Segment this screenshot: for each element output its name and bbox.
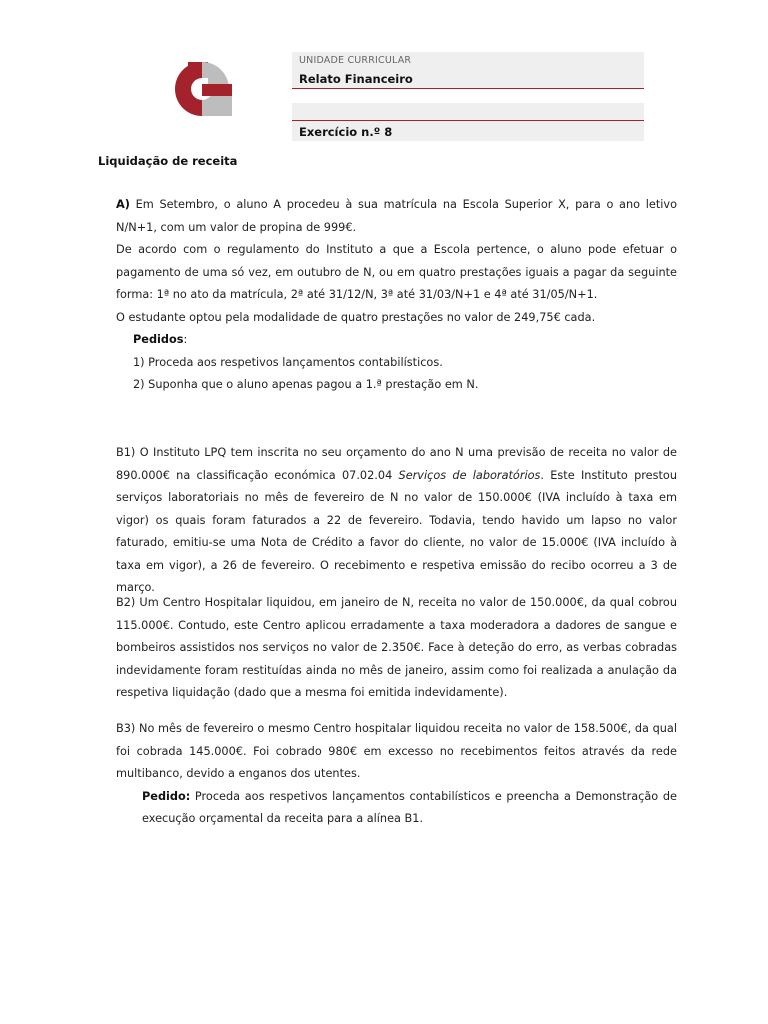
unit-label: UNIDADE CURRICULAR [299,55,412,66]
institution-logo [150,62,232,116]
part-a-para2: De acordo com o regulamento do Instituto a que a Escola pertence, o aluno pode efetuar o pagamento de uma só vez, em outubro de N, ou em quatro prestações iguais a pagar da seguinte forma: 1ª no ato da matrícula, 2ª até 31/12/N, 3ª até 31/03/N+1 e 4ª até 31/05/N+1. [116,243,677,301]
part-b2: B2) Um Centro Hospitalar liquidou, em janeiro de N, receita no valor de 150.000€, da qual cobrou 115.000€. Contudo, este Centro aplicou erradamente a taxa moderadora a dadores de sangue e bombeiros assistidos nos serviços no valor de 2.350€. Face à deteção do erro, as verbas cobradas indevidamente foram restituídas ainda no mês de janeiro, assim como foi realizada a anulação da respetiva liquidação (dado que a mesma foi emitida indevidamente). [116,596,677,699]
part-a-para1: A) Em Setembro, o aluno A procedeu à sua matrícula na Escola Superior X, para o ano letivo N/N+1, com um valor de propina de 999€. [116,198,677,234]
part-b1: B1) O Instituto LPQ tem inscrita no seu orçamento do ano N uma previsão de receita no valor de 890.000€ na classificação económica 07.02.04 Serviços de laboratórios. Este Instituto prestou serviços laboratoriais no mês de fevereiro de N no valor de 150.000€ (IVA incluído à taxa em vigor) os quais foram faturados a 22 de fevereiro. Todavia, tendo havido um lapso no valor faturado, emitiu-se uma Nota de Crédito a favor do cliente, no valor de 15.000€ (IVA incluído à taxa em vigor), a 26 de fevereiro. O recebimento e respetiva emissão do recibo ocorreu a 3 de março. [116,446,677,594]
part-a-para3: O estudante optou pela modalidade de quatro prestações no valor de 249,75€ cada. [116,310,596,324]
part-a [116,194,677,397]
part-a-label: A) [116,198,130,211]
header-exercise-box [292,121,644,141]
part-b3-text: B3) No mês de fevereiro o mesmo Centro hospitalar liquidou receita no valor de 158.500€, da qual foi cobrada 145.000€. Foi cobrado 980€ em excesso no recebimentos feitos através da rede multibanco, devido a enganos dos utentes. [116,722,677,780]
request-1: 1) Proceda aos respetivos lançamentos contabilísticos. [133,355,443,369]
course-name: Relato Financeiro [299,72,413,86]
section-title: Liquidação de receita [98,154,238,168]
request-2: 2) Suponha que o aluno apenas pagou a 1.ª prestação em N. [133,378,479,391]
header-spacer-box [292,103,644,121]
header-course-box [292,52,644,89]
requests-heading: Pedidos: [133,333,188,346]
part-b3 [116,718,677,831]
exercise-number: Exercício n.º 8 [299,125,393,139]
part-b3-request: Pedido: Proceda aos respetivos lançamentos contabilísticos e preencha a Demonstração de execução orçamental da receita para a alínea B1. [142,789,677,825]
